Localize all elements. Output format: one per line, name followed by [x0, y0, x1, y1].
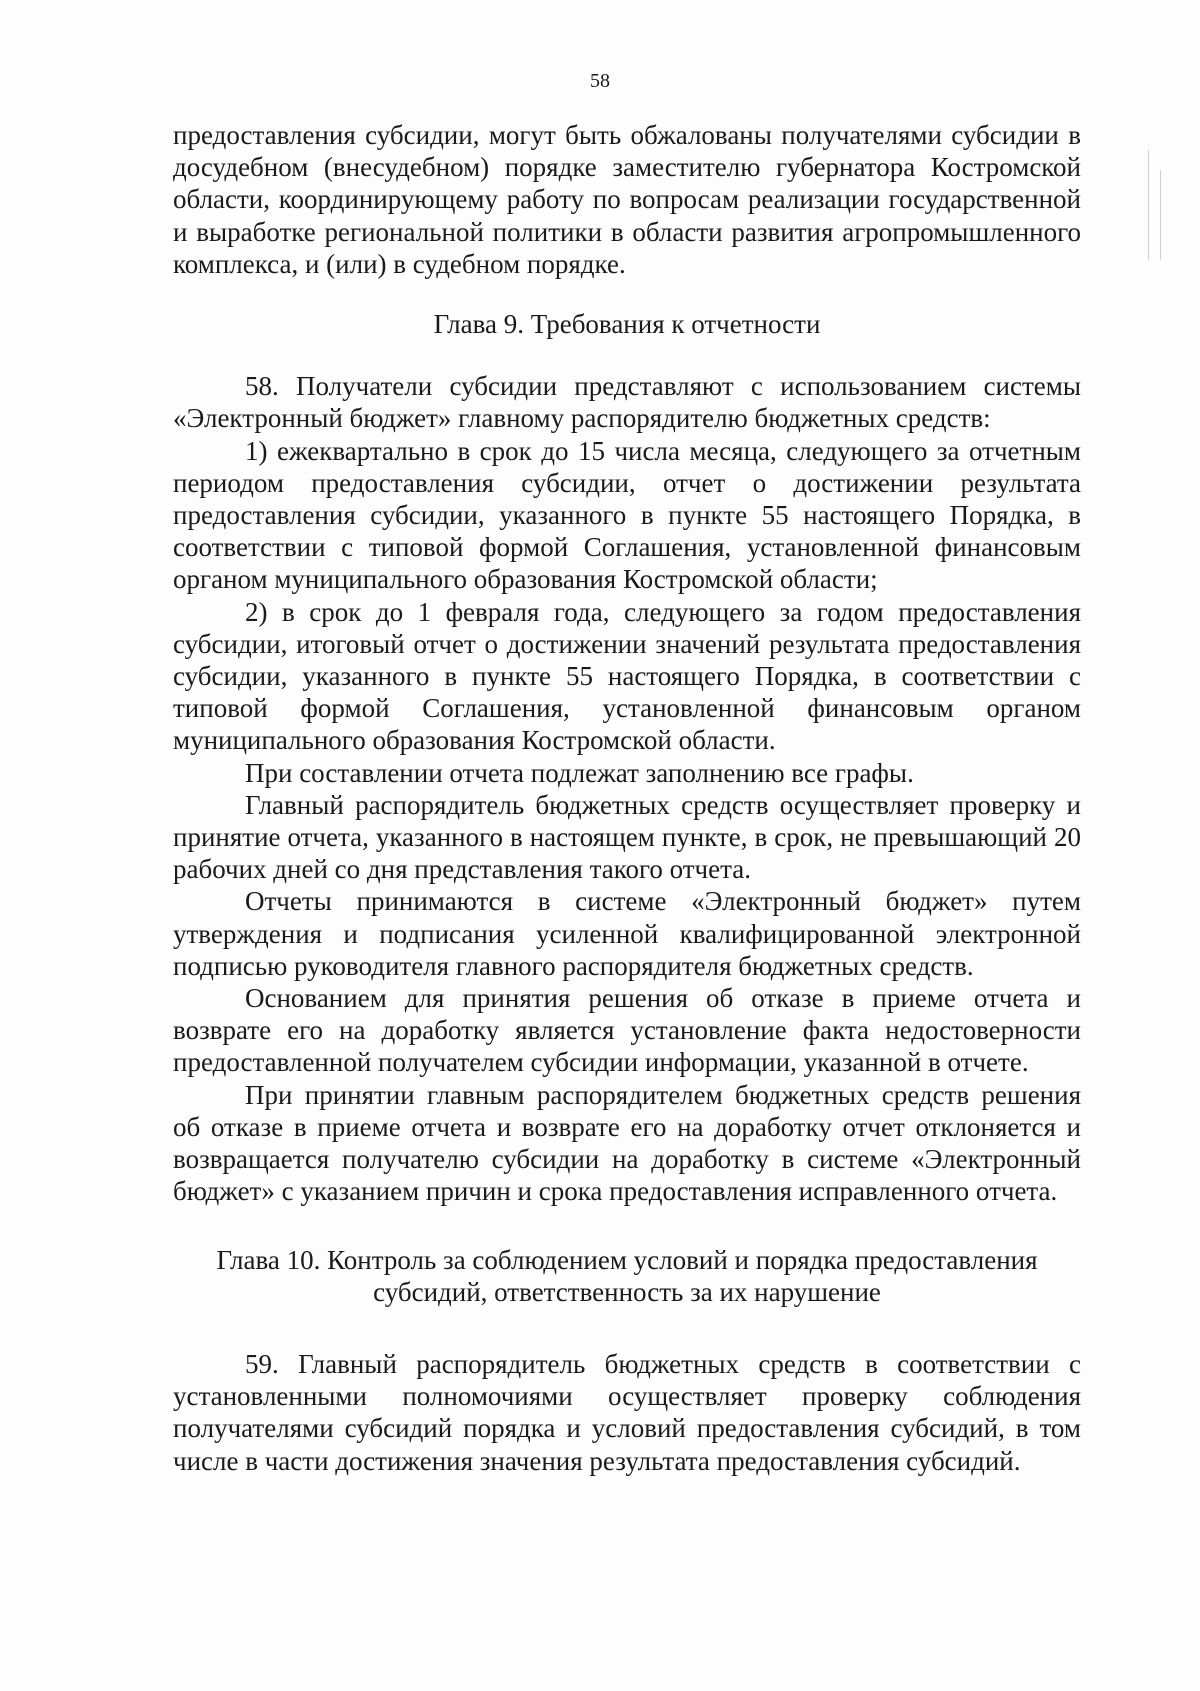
- paragraph-58-fill: При составлении отчета подлежат заполнению все графы.: [245, 757, 914, 788]
- paragraph-58: 58. Получатели субсидии представляют с использованием системы «Электронный бюджет» главному распорядителю бюджетных средств:: [173, 371, 1081, 434]
- paragraph-58-item-2: 2) в срок до 1 февраля года, следующего за годом предоставления субсидии, итоговый отчет о достижении значений результата предоставления субсидии, указанного в пункте 55 настоящего Порядка, в соответствии с типовой формой Соглашения, установленной финансовым органом муниципального образования Костромской области.: [173, 596, 1081, 756]
- paragraph-58-item-1: 1) ежеквартально в срок до 15 числа месяца, следующего за отчетным периодом предоставления субсидии, отчет о достижении результата предоставления субсидии, указанного в пункте 55 настоящего Порядка, в соответствии с типовой формой Соглашения, установленной финансовым органом муниципального образования Костромской области;: [173, 435, 1081, 595]
- document-body: [173, 119, 1081, 1477]
- page-number: 58: [590, 70, 610, 92]
- paragraph-58-accept: Отчеты принимаются в системе «Электронный бюджет» путем утверждения и подписания усиленной квалифицированной электронной подписью руководителя главного распорядителя бюджетных средств.: [173, 886, 1081, 981]
- paragraph-58-check: Главный распорядитель бюджетных средств осуществляет проверку и принятие отчета, указанного в настоящем пункте, в срок, не превышающий 20 рабочих дней со дня представления такого отчета.: [173, 789, 1081, 885]
- chapter-10-heading-line-2: субсидий, ответственность за их нарушение: [373, 1276, 881, 1307]
- scan-artifact: [1160, 170, 1161, 260]
- paragraph-58-return: При принятии главным распорядителем бюджетных средств решения об отказе в приеме отчета и возврате его на доработку отчет отклоняется и возвращается получателю субсидии на доработку в системе «Электронный бюджет» с указанием причин и срока предоставления исправленного отчета.: [173, 1079, 1081, 1207]
- paragraph-58-refuse: Основанием для принятия решения об отказе в приеме отчета и возврате его на доработку является установление факта недостоверности предоставленной получателем субсидии информации, указанной в отчете.: [173, 983, 1081, 1078]
- chapter-10-heading-line-1: Глава 10. Контроль за соблюдением условий и порядка предоставления: [216, 1244, 1038, 1275]
- scan-artifact: [1148, 150, 1149, 260]
- paragraph-intro: предоставления субсидии, могут быть обжалованы получателями субсидии в досудебном (внесудебном) порядке заместителю губернатора Костромской области, координирующему работу по вопросам реализации государственной и выработке региональной политики в области развития агропромышленного комплекса, и (или) в судебном порядке.: [173, 120, 1081, 279]
- paragraph-59: 59. Главный распорядитель бюджетных средств в соответствии с установленными полномочиями осуществляет проверку соблюдения получателями субсидий порядка и условий предоставления субсидий, в том числе в части достижения значения результата предоставления субсидий.: [173, 1348, 1081, 1476]
- chapter-10-heading: [173, 1244, 1081, 1308]
- chapter-9-heading: Глава 9. Требования к отчетности: [433, 309, 821, 340]
